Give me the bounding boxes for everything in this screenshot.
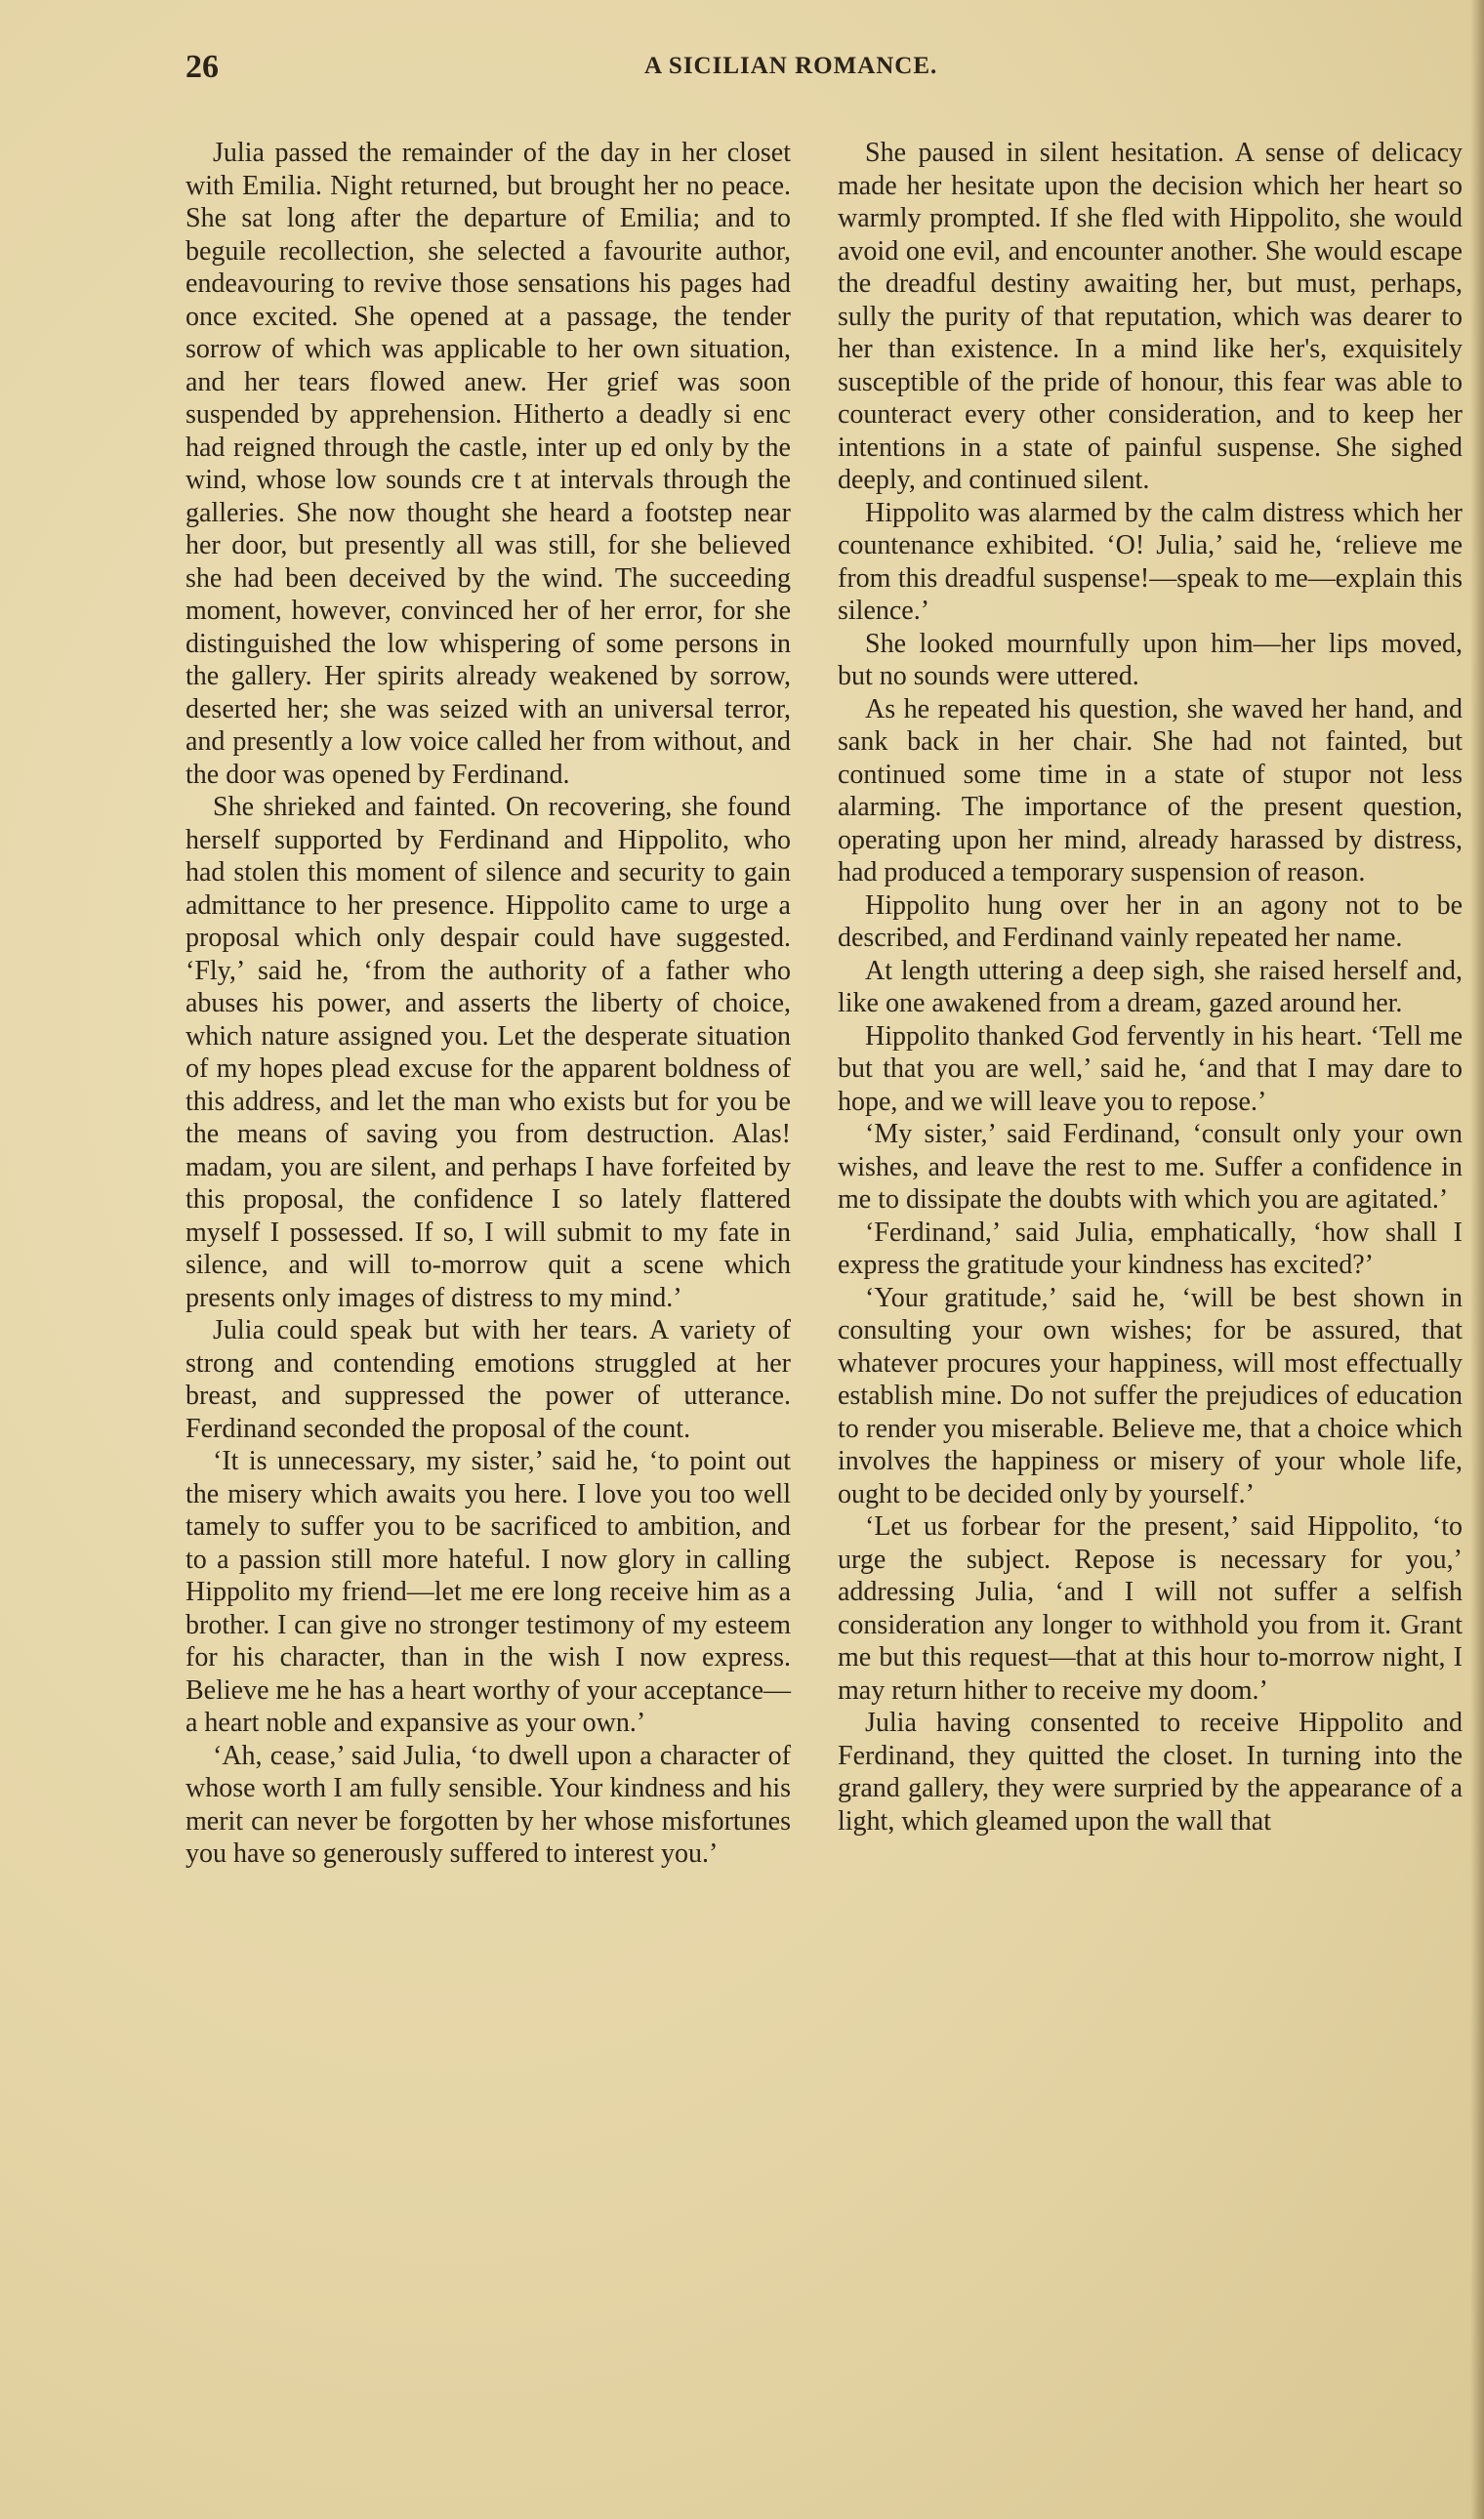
page-edge-shadow bbox=[1470, 0, 1484, 2519]
paragraph: Julia passed the remainder of the day in her closet with Emilia. Night returned, but brought her no peace. She sat long after the departure of Emilia; and to beguile recollection, she selected a favourite author, endeavouring to revive those sensations his pages had once excited. She opened at a passage, the tender sorrow of which was applicable to her own situation, and her tears flowed anew. Her grief was soon suspended by apprehension. Hitherto a deadly si enc had reigned through the castle, inter up ed only by the wind, whose low sounds cre t at intervals through the galleries. She now thought she heard a footstep near her door, but presently all was still, for she believed she had been deceived by the wind. The succeeding moment, however, convinced her of her error, for she distinguished the low whispering of some persons in the gallery. Her spirits already weakened by sorrow, deserted her; she was seized with an universal terror, and presently a low voice called her from without, and the door was opened by Ferdinand. bbox=[186, 138, 791, 790]
paragraph: Hippolito thanked God fervently in his heart. ‘Tell me but that you are well,’ said he, ‘and that I may dare to hope, and we will leave you to repose.’ bbox=[838, 1020, 1463, 1117]
paragraph: Hippolito was alarmed by the calm distress which her countenance exhibited. ‘O! Julia,’ said he, ‘relieve me from this dreadful suspense!—speak to me—explain this silence.’ bbox=[838, 497, 1463, 626]
paragraph: As he repeated his question, she waved her hand, and sank back in her chair. She had not fainted, but continued some time in a state of stupor not less alarming. The importance of the present question, operating upon her mind, already harassed by distress, had produced a temporary suspension of reason. bbox=[838, 693, 1463, 888]
paragraph: ‘Your gratitude,’ said he, ‘will be best shown in consulting your own wishes; for be assured, that whatever procures your happiness, will most effectually establish mine. Do not suffer the prejudices of education to render you miserable. Believe me, that a choice which involves the happiness or misery of your whole life, ought to be decided only by yourself.’ bbox=[838, 1282, 1463, 1509]
paragraph: She paused in silent hesitation. A sense of delicacy made her hesitate upon the decision which her heart so warmly prompted. If she fled with Hippolito, she would avoid one evil, and encounter another. She would escape the dreadful destiny awaiting her, but must, perhaps, sully the purity of that reputation, which was dearer to her than existence. In a mind like her's, exquisitely susceptible of the pride of honour, this fear was able to counteract every other consideration, and to keep her intentions in a state of painful suspense. She sighed deeply, and continued silent. bbox=[838, 138, 1463, 495]
page-header bbox=[186, 49, 1474, 98]
right-column bbox=[838, 137, 1463, 1838]
paragraph: She looked mournfully upon him—her lips moved, but no sounds were uttered. bbox=[838, 628, 1463, 691]
paragraph: Hippolito hung over her in an agony not to be described, and Ferdinand vainly repeated her name. bbox=[838, 889, 1463, 953]
paragraph: Julia having consented to receive Hippolito and Ferdinand, they quitted the closet. In turning into the grand gallery, they were surpried by the appearance of a light, which gleamed upon the wall that bbox=[838, 1708, 1463, 1837]
paragraph: ‘It is unnecessary, my sister,’ said he, ‘to point out the misery which awaits you here. I love you too well tamely to suffer you to be sacrificed to ambition, and to a passion still more hateful. I now glory in calling Hippolito my friend—let me ere long receive him as a brother. I can give no stronger testimony of my esteem for his character, than in the wish I now express. Believe me he has a heart worthy of your acceptance—a heart noble and expansive as your own.’ bbox=[186, 1446, 791, 1738]
paragraph: At length uttering a deep sigh, she raised herself and, like one awakened from a dream, gazed around her. bbox=[838, 955, 1463, 1018]
running-title: A SICILIAN ROMANCE. bbox=[644, 53, 938, 79]
paragraph: ‘Ah, cease,’ said Julia, ‘to dwell upon a character of whose worth I am fully sensible. Your kindness and his merit can never be forgotten by her whose misfortunes you have so generously suffered to interest you.’ bbox=[186, 1740, 791, 1869]
page-number: 26 bbox=[186, 49, 219, 85]
paragraph: She shrieked and fainted. On recovering, she found herself supported by Ferdinand and Hippolito, who had stolen this moment of silence and security to gain admittance to her presence. Hippolito came to urge a proposal which only despair could have suggested. ‘Fly,’ said he, ‘from the authority of a father who abuses his power, and asserts the liberty of choice, which nature assigned you. Let the desperate situation of my hopes plead excuse for the apparent boldness of this address, and let the man who exists but for you be the means of saving you from destruction. Alas! madam, you are silent, and perhaps I have forfeited by this proposal, the confidence I so lately flattered myself I possessed. If so, I will submit to my fate in silence, and will to-morrow quit a scene which presents only images of distress to my mind.’ bbox=[186, 792, 791, 1313]
paragraph: ‘My sister,’ said Ferdinand, ‘consult only your own wishes, and leave the rest to me. Suffer a confidence in me to dissipate the doubts with which you are agitated.’ bbox=[838, 1119, 1463, 1215]
paragraph: ‘Let us forbear for the present,’ said Hippolito, ‘to urge the subject. Repose is necessary for you,’ addressing Julia, ‘and I will not suffer a selfish consideration any longer to withhold you from it. Grant me but this request—that at this hour to-morrow night, I may return hither to receive my doom.’ bbox=[838, 1511, 1463, 1706]
paragraph: ‘Ferdinand,’ said Julia, emphatically, ‘how shall I express the gratitude your kindness has excited?’ bbox=[838, 1217, 1463, 1280]
left-column bbox=[186, 137, 791, 1871]
paragraph: Julia could speak but with her tears. A variety of strong and contending emotions struggled at her breast, and suppressed the power of utterance. Ferdinand seconded the proposal of the count. bbox=[186, 1315, 791, 1444]
